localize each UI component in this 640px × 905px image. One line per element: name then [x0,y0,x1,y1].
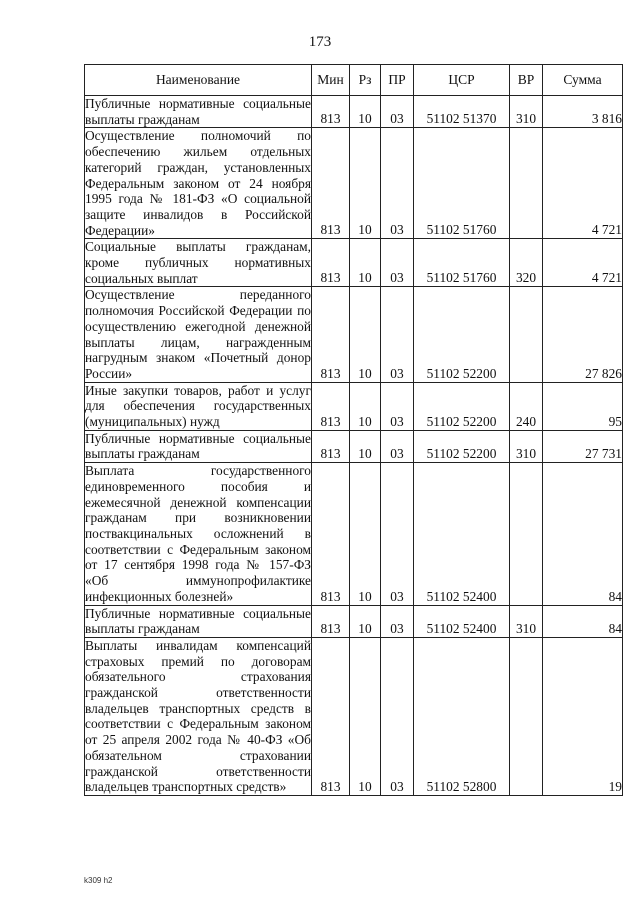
row-min: 813 [312,287,350,382]
budget-table [84,64,623,796]
row-csr: 51102 52400 [414,463,510,605]
row-rz: 10 [350,128,381,239]
row-min: 813 [312,637,350,795]
row-vr [510,463,543,605]
row-sum: 4 721 [543,239,623,287]
row-pr: 03 [381,637,414,795]
row-name: Осуществление переданного полномочия Российской Федерации по осуществлению ежегодной денежной выплаты лицам, награжденным нагрудным знаком «Почетный донор России» [85,287,311,381]
row-name: Осуществление полномочий по обеспечению жильем отдельных категорий граждан, установленных Федеральным законом от 24 ноября 1995 года № 181-ФЗ «О социальной защите инвалидов в Российской Федерации» [85,128,311,238]
row-vr: 310 [510,430,543,462]
header-name: Наименование [85,65,312,96]
row-rz: 10 [350,637,381,795]
row-name: Иные закупки товаров, работ и услуг для обеспечения государственных (муниципальных) нужд [85,382,311,430]
row-csr: 51102 51760 [414,128,510,239]
row-vr [510,637,543,795]
row-vr [510,287,543,382]
row-csr: 51102 52200 [414,430,510,462]
table-row [85,239,623,287]
row-vr: 240 [510,382,543,430]
row-min: 813 [312,605,350,637]
row-min: 813 [312,430,350,462]
row-pr: 03 [381,605,414,637]
row-vr: 310 [510,96,543,128]
footer-code: k309 h2 [84,876,113,885]
header-rz: Рз [350,65,381,96]
row-pr: 03 [381,463,414,605]
row-rz: 10 [350,96,381,128]
row-sum: 84 [543,605,623,637]
row-name: Выплаты инвалидам компенсаций страховых премий по договорам обязательного страхования гражданской ответственности владельцев транспортных средств в соответствии с Федеральным законом от 25 апреля 2002 года № 40-ФЗ «Об обязательном страховании гражданской ответственности владельцев транспортных средств» [85,637,311,795]
table-row [85,128,623,239]
row-vr: 310 [510,605,543,637]
row-csr: 51102 52400 [414,605,510,637]
row-pr: 03 [381,96,414,128]
page-number: 173 [308,34,332,50]
row-rz: 10 [350,430,381,462]
table-row [85,605,623,637]
row-min: 813 [312,382,350,430]
row-name: Выплата государственного единовременного пособия и ежемесячной денежной компенсации гражданам при возникновении поствакцинальных осложнений в соответствии с Федеральным законом от 17 сентября 1998 года № 157-ФЗ «Об иммунопрофилактике инфекционных болезней» [85,463,311,604]
row-min: 813 [312,96,350,128]
row-sum: 3 816 [543,96,623,128]
table-header-row [85,65,623,96]
row-vr: 320 [510,239,543,287]
row-csr: 51102 52200 [414,287,510,382]
row-name: Публичные нормативные социальные выплаты гражданам [85,96,311,127]
row-sum: 19 [543,637,623,795]
row-name: Публичные нормативные социальные выплаты гражданам [85,430,311,462]
row-vr [510,128,543,239]
table-row [85,637,623,795]
row-pr: 03 [381,287,414,382]
row-csr: 51102 52800 [414,637,510,795]
row-pr: 03 [381,239,414,287]
header-vr: ВР [510,65,543,96]
row-min: 813 [312,239,350,287]
row-rz: 10 [350,605,381,637]
row-sum: 27 826 [543,287,623,382]
header-sum: Сумма [543,65,623,96]
row-min: 813 [312,128,350,239]
row-min: 813 [312,463,350,605]
row-name: Публичные нормативные социальные выплаты гражданам [85,605,311,637]
table-row [85,287,623,382]
header-min: Мин [312,65,350,96]
row-sum: 27 731 [543,430,623,462]
row-pr: 03 [381,430,414,462]
row-rz: 10 [350,239,381,287]
row-rz: 10 [350,463,381,605]
row-name: Социальные выплаты гражданам, кроме публичных нормативных социальных выплат [85,239,311,286]
row-pr: 03 [381,128,414,239]
table-row [85,382,623,430]
row-sum: 95 [543,382,623,430]
header-csr: ЦСР [414,65,510,96]
table-row [85,430,623,462]
row-csr: 51102 51760 [414,239,510,287]
row-rz: 10 [350,287,381,382]
table-row [85,96,623,128]
row-csr: 51102 51370 [414,96,510,128]
row-csr: 51102 52200 [414,382,510,430]
table-row [85,463,623,605]
row-sum: 4 721 [543,128,623,239]
header-pr: ПР [381,65,414,96]
row-rz: 10 [350,382,381,430]
row-sum: 84 [543,463,623,605]
row-pr: 03 [381,382,414,430]
